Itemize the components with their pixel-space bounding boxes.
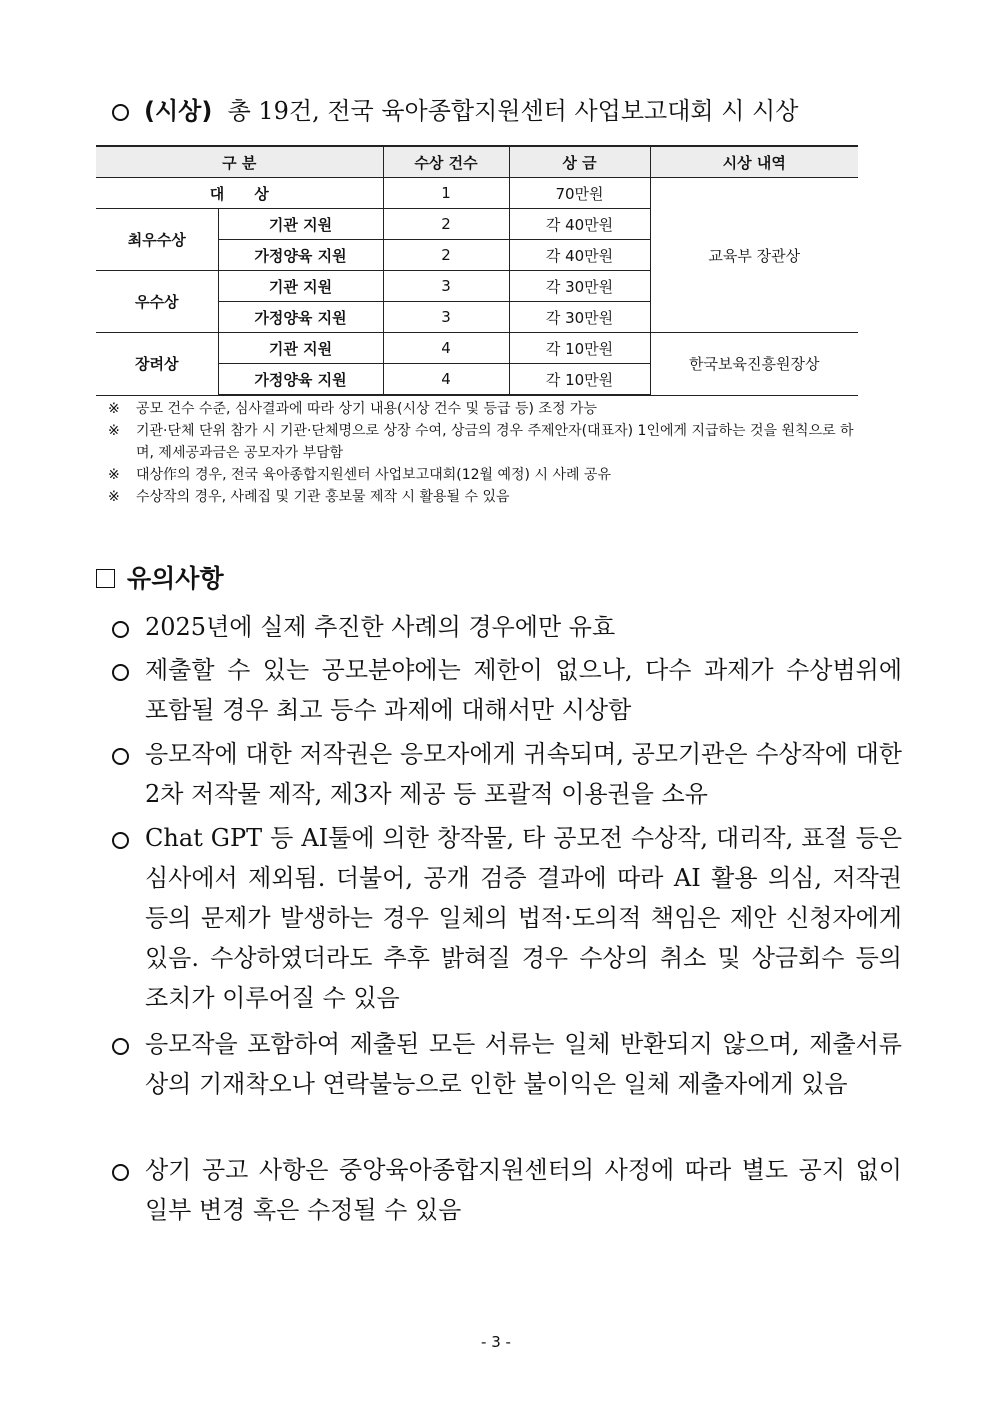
type-cell: 가정양육 지원 xyxy=(218,240,383,271)
type-cell: 기관 지원 xyxy=(218,271,383,302)
note-text: 기관·단체 단위 참가 시 기관·단체명으로 상장 수여, 상금의 경우 주제안자(대표자) 1인에게 지급하는 것을 원칙으로 하며, 제세공과금은 공모자가 부담함 xyxy=(136,423,854,461)
grade-jangryeo: 장려상 xyxy=(96,333,218,396)
type-cell: 기관 지원 xyxy=(218,209,383,240)
grade-woosu: 우수상 xyxy=(96,271,218,333)
circle-bullet-icon xyxy=(112,1164,129,1181)
note-text: 대상作의 경우, 전국 육아종합지원센터 사업보고대회(12월 예정) 시 사례 공유 xyxy=(136,467,611,483)
type-cell: 가정양육 지원 xyxy=(218,364,383,396)
reference-mark: ※ xyxy=(108,489,120,505)
header-category: 구 분 xyxy=(96,146,383,178)
note-item xyxy=(108,486,868,508)
header-count: 수상 건수 xyxy=(383,146,509,178)
section-heading xyxy=(96,562,224,596)
circle-bullet-icon xyxy=(112,621,129,638)
note-item xyxy=(108,420,868,464)
count-cell: 4 xyxy=(383,333,509,364)
item-text: 2025년에 실제 추진한 사례의 경우에만 유효 xyxy=(145,613,616,641)
prize-cell: 각 40만원 xyxy=(509,209,650,240)
count-cell: 2 xyxy=(383,240,509,271)
item-text: Chat GPT 등 AI툴에 의한 창작물, 타 공모전 수상작, 대리작, 표절 등은 심사에서 제외됨. 더불어, 공개 검증 결과에 따라 AI 활용 의심, 저작권 등의 문제가 발생하는 경우 일체의 법적·도의적 책임은 제안 신청자에게 있음. 수상하였더라도 추후 밝혀질 경우 수상의 취소 및 상금회수 등의 조치가 이루어질 수 있음 xyxy=(145,824,902,1012)
reference-mark: ※ xyxy=(108,401,120,417)
header-prize: 상 금 xyxy=(509,146,650,178)
list-item xyxy=(112,734,902,814)
award-by-cell: 교육부 장관상 xyxy=(650,178,858,333)
section-title: 유의사항 xyxy=(127,564,224,593)
item-text: 응모작에 대한 저작권은 응모자에게 귀속되며, 공모기관은 수상작에 대한 2차 저작물 제작, 제3자 제공 등 포괄적 이용권을 소유 xyxy=(145,740,902,808)
list-item xyxy=(112,650,902,730)
grade-daesang: 대 상 xyxy=(96,178,383,209)
list-item xyxy=(112,607,902,647)
prize-cell: 각 10만원 xyxy=(509,364,650,396)
prize-cell: 각 30만원 xyxy=(509,302,650,333)
notes-list xyxy=(108,398,868,508)
list-item xyxy=(112,1150,902,1230)
square-bullet-icon xyxy=(96,569,115,588)
prize-cell: 70만원 xyxy=(509,178,650,209)
item-text: 응모작을 포함하여 제출된 모든 서류는 일체 반환되지 않으며, 제출서류 상의 기재착오나 연락불능으로 인한 불이익은 일체 제출자에게 있음 xyxy=(145,1030,902,1098)
count-cell: 1 xyxy=(383,178,509,209)
table-row xyxy=(96,333,858,364)
count-cell: 2 xyxy=(383,209,509,240)
award-prefix: (시상) xyxy=(144,97,213,125)
note-item xyxy=(108,398,868,420)
list-item xyxy=(112,818,902,1018)
grade-choiwoo: 최우수상 xyxy=(96,209,218,271)
circle-bullet-icon xyxy=(112,104,129,121)
prize-cell: 각 40만원 xyxy=(509,240,650,271)
header-award-by: 시상 내역 xyxy=(650,146,858,178)
circle-bullet-icon xyxy=(112,832,129,849)
circle-bullet-icon xyxy=(112,664,129,681)
note-item xyxy=(108,464,868,486)
reference-mark: ※ xyxy=(108,467,120,483)
note-text: 수상작의 경우, 사례집 및 기관 홍보물 제작 시 활용될 수 있음 xyxy=(136,489,510,505)
award-summary-text: 총 19건, 전국 육아종합지원센터 사업보고대회 시 시상 xyxy=(227,97,799,125)
page-number: - 3 - xyxy=(481,1333,511,1351)
type-cell: 기관 지원 xyxy=(218,333,383,364)
circle-bullet-icon xyxy=(112,748,129,765)
count-cell: 4 xyxy=(383,364,509,396)
circle-bullet-icon xyxy=(112,1038,129,1055)
table-header-row xyxy=(96,146,858,178)
list-item xyxy=(112,1024,902,1104)
item-text: 상기 공고 사항은 중앙육아종합지원센터의 사정에 따라 별도 공지 없이 일부 변경 혹은 수정될 수 있음 xyxy=(145,1156,902,1224)
count-cell: 3 xyxy=(383,271,509,302)
count-cell: 3 xyxy=(383,302,509,333)
table-row xyxy=(96,178,858,209)
award-table xyxy=(96,145,858,396)
prize-cell: 각 10만원 xyxy=(509,333,650,364)
reference-mark: ※ xyxy=(108,423,120,439)
type-cell: 가정양육 지원 xyxy=(218,302,383,333)
prize-cell: 각 30만원 xyxy=(509,271,650,302)
item-text: 제출할 수 있는 공모분야에는 제한이 없으나, 다수 과제가 수상범위에 포함될 경우 최고 등수 과제에 대해서만 시상함 xyxy=(145,656,902,724)
note-text: 공모 건수 수준, 심사결과에 따라 상기 내용(시상 건수 및 등급 등) 조정 가능 xyxy=(136,401,597,417)
award-by-cell: 한국보육진흥원장상 xyxy=(650,333,858,396)
